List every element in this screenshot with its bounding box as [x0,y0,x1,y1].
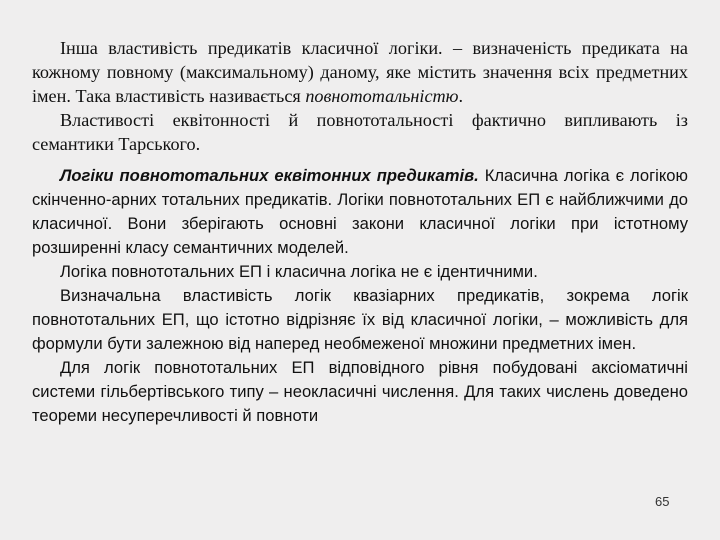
paragraph-text: Інша властивість предикатів класичної логіки. – визначеність предиката на кожному повному (максимальному) даному, яке містить значення всіх предметних імен. Така властивість називається [32,38,688,106]
paragraph-definition [32,36,688,108]
paragraph-logics [32,164,688,260]
paragraph-tarski: Властивості еквітонності й повнототальності фактично випливають із семантики Тарського. [32,110,688,154]
paragraph-axiomatic-systems: Для логік повнототальних ЕП відповідного рівня побудовані аксіоматичні системи гільбертівського типу – неокласичні числення. Для таких числень доведено теореми несуперечливості й повноти [32,358,688,425]
paragraph-period: . [458,86,464,106]
section-title: Логіки повнототальних еквітонних предикатів. [60,166,479,185]
paragraph-text: Класична логіка є логікою скінченно-арних тотальних предикатів. Логіки повнототальних ЕП є найближчими до класичної. Вони зберігають основні закони класичної логіки при істотному розширенні класу семантичних моделей. [32,166,688,257]
term-italic: повнототальністю [305,86,459,106]
paragraph-not-identical: Логіка повнототальних ЕП і класична логіка не є ідентичними. [60,262,538,281]
page-number: 65 [655,494,670,509]
slide-body [32,36,688,428]
paragraph-defining-property: Визначальна властивість логік квазіарних предикатів, зокрема логік повнототальних ЕП, що істотно відрізняє їх від класичної логіки, – можливість для формули бути залежною від наперед необмеженої множини предметних імен. [32,286,688,353]
